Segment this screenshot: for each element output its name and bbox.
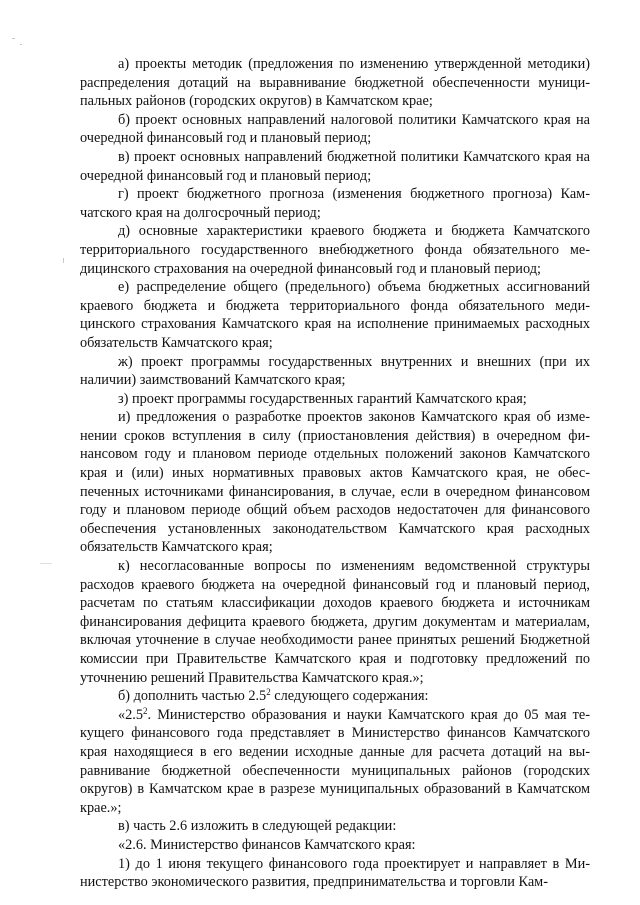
part-2-5-2-number: «2.5 xyxy=(118,706,144,723)
amendment-b-text: б) дополнить частью 2.5 xyxy=(118,688,267,705)
list-item-b: б) проект основных направлений налоговой политики Камчатского края на очередной финансовый год и плановый период; xyxy=(80,111,590,147)
list-item-v: в) проект основных направлений бюджетной политики Камчатского края на очередной финансовый год и плановый период; xyxy=(80,148,590,184)
document-body xyxy=(80,55,590,892)
list-item-g: г) проект бюджетного прогноза (изменения бюджетного прогноза) Камчатского края на долгосрочный период; xyxy=(80,186,590,221)
part-2-6-item-1: 1) до 1 июня текущего финансового года проектирует и направляет в Министерство экономического развития, предпринимательства и торговли Кам- xyxy=(80,855,590,891)
amendment-b-text-end: следующего содержания: xyxy=(270,688,429,705)
scan-speck xyxy=(40,563,52,564)
list-item-k: к) несогласованные вопросы по изменениям ведомственной структуры расходов краевого бюджета на очередной финансовый год и плановый период, расчетам по статьям классификации доходов краевого бюджета и источникам финансирования дефицита краевого бюджета, другим документам и материалам, включая уточнение в случае необходимости ранее принятых решений Бюджетной комиссии при Правительстве Камчатского края и подготовку предложений по уточнению решений Правительства Камчатского края.»; xyxy=(80,558,590,686)
superscript: 2 xyxy=(266,687,271,698)
superscript: 2 xyxy=(143,705,148,716)
list-item-d: д) основные характеристики краевого бюджета и бюджета Камчатского территориального государственного внебюджетного фонда обязательного медицинского страхования на очередной финансовый год и плановый период; xyxy=(80,223,590,277)
part-2-6-title: «2.6. Министерство финансов Камчатского края: xyxy=(118,836,416,853)
part-2-5-2 xyxy=(80,706,590,818)
scan-speck xyxy=(12,38,15,39)
scan-speck xyxy=(20,44,22,45)
amendment-b xyxy=(80,687,590,706)
scan-speck xyxy=(63,258,64,263)
list-item-i: и) предложения о разработке проектов законов Камчатского края об изменении сроков вступления в силу (приостановления действия) в очередном финансовом году и плановом периоде отдельных положений законов Камчатского края и (или) иных нормативных правовых актов Камчатского края, не обеспеченных источниками финансирования, в случае, если в очередном финансовом году и плановом периоде общий объем расходов недостаточен для финансового обеспечения установленных законодательством Камчатского края расходных обязательств Камчатского края; xyxy=(80,409,590,556)
part-2-5-2-text: . Министерство образования и науки Камчатского края до 05 мая текущего финансового года представляет в Министерство финансов Камчатского края находящиеся в его ведении исходные данные для расчета дотаций на выравнивание бюджетной обеспеченности муниципальных районов (городских округов) в Камчатском крае в разрезе муниципальных образований в Камчатском крае.»; xyxy=(80,706,590,816)
list-item-e: е) распределение общего (предельного) объема бюджетных ассигнований краевого бюджета и бюджета территориального фонда обязательного медицинского страхования Камчатского края на исполнение принимаемых расходных обязательств Камчатского края; xyxy=(80,279,590,351)
amendment-v: в) часть 2.6 изложить в следующей редакции: xyxy=(118,818,397,835)
list-item-zh: ж) проект программы государственных внутренних и внешних (при их наличии) заимствований Камчатского края; xyxy=(80,353,590,389)
list-item-z: з) проект программы государственных гарантий Камчатского края; xyxy=(118,390,527,407)
list-item-a: а) проекты методик (предложения по изменению утвержденной методики) распределения дотаций на выравнивание бюджетной обеспеченности муниципальных районов (городских округов) в Камчатском крае; xyxy=(80,56,590,110)
